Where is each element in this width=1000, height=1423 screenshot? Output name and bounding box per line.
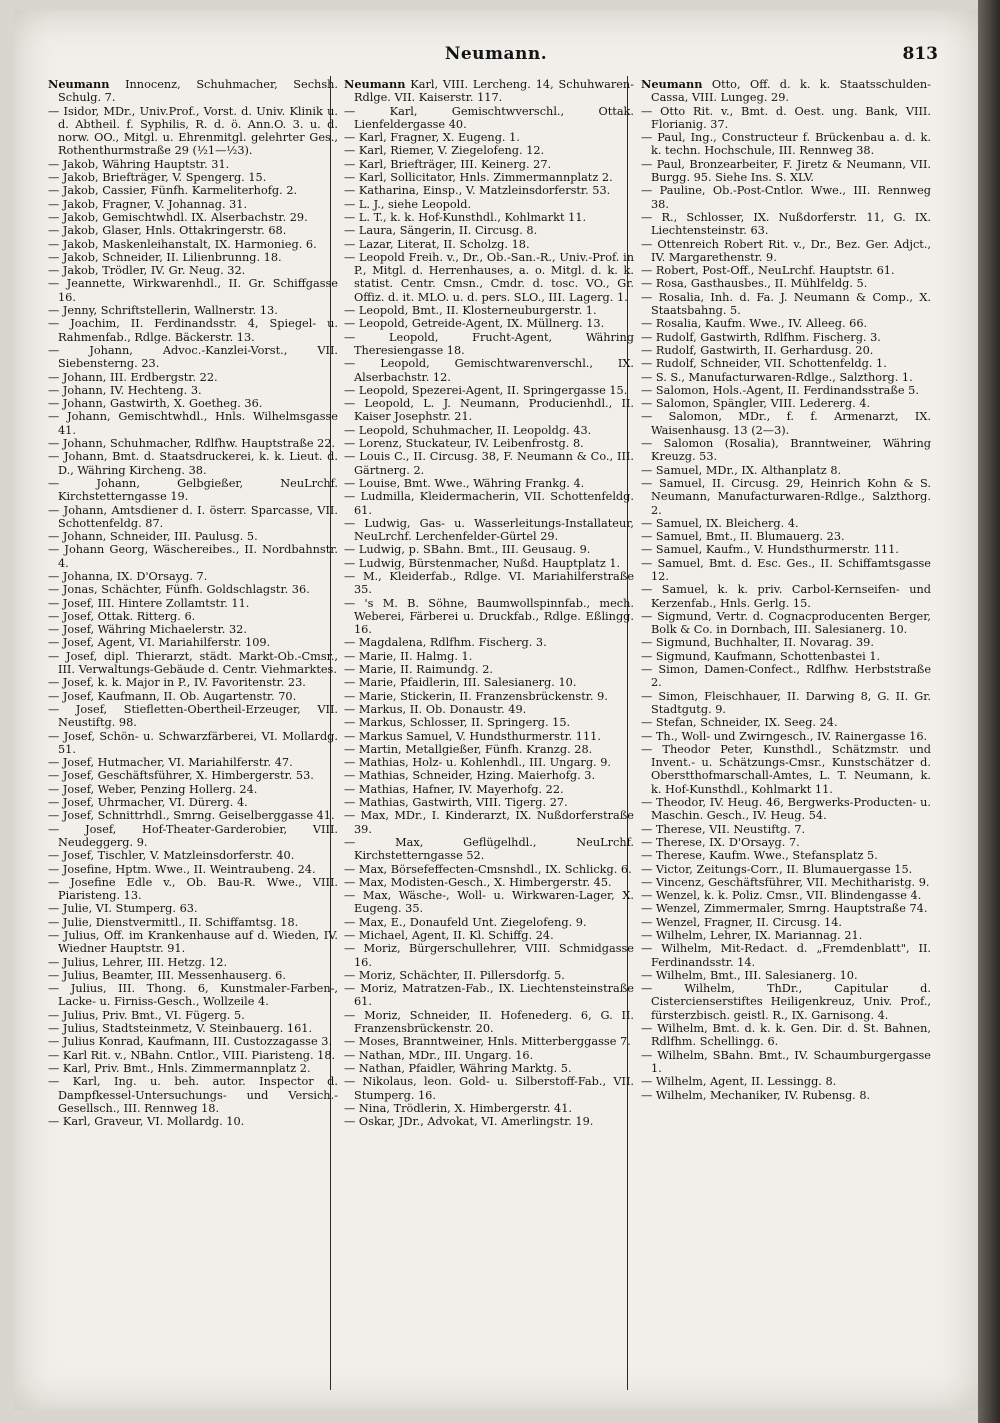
directory-entry: — Josefine Edle v., Ob. Bau-R. Wwe., VIII. Piaristeng. 13.	[48, 875, 338, 903]
directory-entry: — Max, Geflügelhdl., NeuLrchf. Kirchstetterngasse 52.	[344, 835, 634, 863]
directory-entry: — Leopold Freih. v., Dr., Ob.-San.-R., Univ.-Prof. in P., Mitgl. d. Herrenhauses, a. o. Mitgl. d. k. k. statist. Centr. Cmsn., Cmdr. d. tosc. VO., Gr. Offiz. d. it. MLO. u. d. pers. SLO., III. Lagerg. 1.	[344, 250, 634, 304]
directory-entry: — Marie, II. Halmg. 1.	[344, 649, 473, 663]
directory-entry: — Wilhelm, Mit-Redact. d. „Fremdenblatt", II. Ferdinandsstr. 14.	[641, 942, 931, 969]
directory-entry: — Leopold, Gemischtwarenverschl., IX. Alserbachstr. 12.	[344, 357, 634, 384]
directory-entry: — Simon, Damen-Confect., Rdlfhw. Herbststraße 2.	[641, 663, 931, 690]
directory-entry: — Louise, Bmt. Wwe., Währing Frankg. 4.	[344, 476, 585, 490]
directory-entry: — Josef, III. Hintere Zollamtstr. 11.	[48, 596, 250, 610]
directory-entry: — Sigmund, Kaufmann, Schottenbastei 1.	[641, 649, 881, 663]
directory-entry: — Rosa, Gasthausbes., II. Mühlfeldg. 5.	[641, 277, 868, 291]
directory-entry: — Josef, Uhrmacher, VI. Dürerg. 4.	[48, 796, 248, 810]
entry-text: Otto, Off. d. k. k. Staatsschulden-Cassa, VIII. Lungeg. 29.	[651, 78, 932, 105]
entry-list	[641, 105, 931, 1102]
directory-entry: — Rudolf, Gastwirth, Rdlfhm. Fischerg. 3.	[641, 330, 881, 344]
directory-entry: — Magdalena, Rdlfhm. Fischerg. 3.	[344, 636, 547, 650]
directory-entry: — L. J., siehe Leopold.	[344, 197, 472, 211]
directory-entry: — Samuel, Bmt. d. Esc. Ges., II. Schiffamtsgasse 12.	[641, 556, 931, 583]
column-3	[641, 78, 931, 1102]
directory-entry: — Wenzel, Fragner, II. Circusg. 14.	[641, 915, 843, 929]
directory-entry: — Mathias, Gastwirth, VIII. Tigerg. 27.	[344, 796, 568, 810]
directory-entry: — Julius, Lehrer, III. Hetzg. 12.	[48, 955, 228, 969]
directory-entry: — Karl, Riemer, V. Ziegelofeng. 12.	[344, 144, 545, 158]
directory-entry: — Jenny, Schriftstellerin, Wallnerstr. 13.	[48, 304, 278, 318]
directory-entry: — Rosalia, Kaufm. Wwe., IV. Alleeg. 66.	[641, 317, 868, 331]
directory-entry: — Julius, Stadtsteinmetz, V. Steinbauerg. 161.	[48, 1022, 313, 1036]
directory-entry: — Jakob, Fragner, V. Johannag. 31.	[48, 197, 248, 211]
directory-entry: — Josef, Währing Michaelerstr. 32.	[48, 623, 247, 637]
directory-entry: — Ludwig, Gas- u. Wasserleitungs-Installateur, NeuLrchf. Lerchenfelder-Gürtel 29.	[344, 516, 634, 544]
directory-entry: — Mathias, Schneider, Hzing. Maierhofg. 3.	[344, 769, 596, 783]
directory-entry: — Josef, Tischler, V. Matzleinsdorferstr. 40.	[48, 849, 295, 863]
directory-entry: — Josef, k. k. Major in P., IV. Favoritenstr. 23.	[48, 676, 306, 690]
column-2	[344, 78, 634, 1128]
binding-gutter	[978, 0, 1000, 1423]
directory-entry: — Nina, Trödlerin, X. Himbergerstr. 41.	[344, 1101, 572, 1115]
directory-entry: — Katharina, Einsp., V. Matzleinsdorferstr. 53.	[344, 184, 611, 198]
directory-entry: — Julius, III. Thong. 6, Kunstmaler-Farben-, Lacke- u. Firniss-Gesch., Wollzeile 4.	[48, 982, 338, 1009]
directory-entry: — Vincenz, Geschäftsführer, VII. Mechitharistg. 9.	[641, 875, 930, 889]
directory-entry: — Therese, IX. D'Orsayg. 7.	[641, 835, 800, 849]
directory-entry: — Ottenreich Robert Rit. v., Dr., Bez. Ger. Adjct., IV. Margarethenstr. 9.	[641, 237, 931, 264]
directory-entry: — Julie, Dienstvermittl., II. Schiffamtsg. 18.	[48, 915, 299, 929]
directory-entry: — Josefine, Hptm. Wwe., II. Weintraubeng. 24.	[48, 862, 316, 876]
directory-entry: — Johann, Schuhmacher, Rdlfhw. Hauptstraße 22.	[48, 437, 336, 451]
directory-entry: — Josef, Hutmacher, VI. Mariahilferstr. 47.	[48, 756, 293, 770]
directory-entry: — Rosalia, Inh. d. Fa. J. Neumann & Comp., X. Staatsbahng. 5.	[641, 290, 931, 318]
directory-entry: — Oskar, JDr., Advokat, VI. Amerlingstr. 19.	[344, 1115, 594, 1129]
directory-entry: — Julius Konrad, Kaufmann, III. Custozzagasse 3.	[48, 1035, 333, 1049]
directory-entry: — Karl, Ing. u. beh. autor. Inspector d. Dampfkessel-Untersuchungs- und Versich.-Gesellsch., III. Rennweg 18.	[48, 1075, 338, 1115]
directory-entry: — Samuel, MDr., IX. Althanplatz 8.	[641, 463, 842, 477]
directory-entry: — Moriz, Bürgerschullehrer, VIII. Schmidgasse 16.	[344, 942, 634, 969]
directory-page	[14, 10, 978, 1410]
directory-entry: — Karl, Fragner, X. Eugeng. 1.	[344, 131, 520, 145]
directory-entry: — Sigmund, Vertr. d. Cognacproducenten Berger, Bolk & Co. in Dornbach, III. Salesianerg. 10.	[641, 609, 931, 637]
directory-entry: — Johann, Bmt. d. Staatsdruckerei, k. k. Lieut. d. D., Währing Kircheng. 38.	[48, 450, 338, 477]
directory-entry: — Jakob, Briefträger, V. Spengerg. 15.	[48, 171, 267, 185]
directory-entry: — Jakob, Cassier, Fünfh. Karmeliterhofg. 2.	[48, 184, 298, 198]
directory-entry: — Marie, II. Raimundg. 2.	[344, 663, 493, 677]
directory-entry: — Mathias, Hafner, IV. Mayerhofg. 22.	[344, 782, 564, 796]
directory-entry: — Laura, Sängerin, II. Circusg. 8.	[344, 224, 538, 238]
directory-entry: — Johann, Amtsdiener d. I. österr. Sparcasse, VII. Schottenfeldg. 87.	[48, 503, 338, 530]
directory-entry: — R., Schlosser, IX. Nußdorferstr. 11, G. IX. Liechtensteinstr. 63.	[641, 210, 931, 238]
directory-entry: — Therese, VII. Neustiftg. 7.	[641, 822, 806, 836]
directory-entry: — Pauline, Ob.-Post-Cntlor. Wwe., III. Rennweg 38.	[641, 184, 931, 211]
directory-entry: — Josef, Schnittrhdl., Smrng. Geiselberggasse 41.	[48, 809, 335, 823]
directory-entry: — Marie, Stickerin, II. Franzensbrückenstr. 9.	[344, 689, 608, 703]
directory-entry: — Johann, Advoc.-Kanzlei-Vorst., VII. Siebensterng. 23.	[48, 343, 338, 371]
directory-entry: — Jakob, Maskenleihanstalt, IX. Harmonieg. 6.	[48, 237, 317, 251]
lead-entry	[641, 78, 931, 105]
directory-entry: — Max, Börsefeffecten-Cmsnshdl., IX. Schlickg. 6.	[344, 862, 632, 876]
directory-entry: — Josef, dipl. Thierarzt, städt. Markt-Ob.-Cmsr., III. Verwaltungs-Gebäude d. Centr. Viehmarktes.	[48, 649, 338, 677]
directory-entry: — Otto Rit. v., Bmt. d. Oest. ung. Bank, VIII. Florianig. 37.	[641, 104, 931, 131]
directory-entry: — Therese, Kaufm. Wwe., Stefansplatz 5.	[641, 849, 878, 863]
directory-entry: — Josef, Weber, Penzing Hollerg. 24.	[48, 782, 258, 796]
directory-entry: — Wilhelm, Mechaniker, IV. Rubensg. 8.	[641, 1088, 871, 1102]
directory-entry: — Josef, Geschäftsführer, X. Himbergerstr. 53.	[48, 769, 314, 783]
directory-entry: — Julius, Off. im Krankenhause auf d. Wieden, IV. Wiedner Hauptstr. 91.	[48, 929, 338, 956]
directory-entry: — Simon, Fleischhauer, II. Darwing 8, G. II. Gr. Stadtgutg. 9.	[641, 689, 931, 716]
directory-entry: — Louis C., II. Circusg. 38, F. Neumann & Co., III. Gärtnerg. 2.	[344, 450, 634, 477]
directory-entry: — Josef, Agent, VI. Mariahilferstr. 109.	[48, 636, 271, 650]
directory-entry: — Mathias, Holz- u. Kohlenhdl., III. Ungarg. 9.	[344, 756, 612, 770]
directory-entry: — Salomon, Hols.-Agent, II. Ferdinandsstraße 5.	[641, 383, 919, 397]
directory-entry: — Paul, Bronzearbeiter, F. Jiretz & Neumann, VII. Burgg. 95. Siehe Ins. S. XLV.	[641, 157, 931, 185]
directory-entry: — Leopold, Frucht-Agent, Währing Theresiengasse 18.	[344, 330, 634, 357]
directory-entry: — Markus Samuel, V. Hundsthurmerstr. 111.	[344, 729, 601, 743]
directory-entry: — Max, Wäsche-, Woll- u. Wirkwaren-Lager, X. Eugeng. 35.	[344, 889, 634, 916]
directory-entry: — Karl, Briefträger, III. Keinerg. 27.	[344, 157, 552, 171]
directory-entry: — Sigmund, Buchhalter, II. Novarag. 39.	[641, 636, 874, 650]
directory-entry: — Lazar, Literat, II. Scholzg. 18.	[344, 237, 530, 251]
directory-entry: — Jeannette, Wirkwarenhdl., II. Gr. Schiffgasse 16.	[48, 277, 338, 304]
directory-entry: — Jakob, Gemischtwhdl. IX. Alserbachstr. 29.	[48, 210, 308, 224]
directory-entry: — Karl, Sollicitator, Hnls. Zimmermannplatz 2.	[344, 171, 613, 185]
directory-entry: — Johann, Schneider, III. Paulusg. 5.	[48, 530, 258, 544]
column-1	[48, 78, 338, 1128]
directory-entry: — Wilhelm, Agent, II. Lessingg. 8.	[641, 1075, 837, 1089]
directory-entry: — Robert, Post-Off., NeuLrchf. Hauptstr. 61.	[641, 264, 895, 278]
directory-entry: — Theodor, IV. Heug. 46, Bergwerks-Producten- u. Maschin. Gesch., IV. Heug. 54.	[641, 796, 931, 823]
directory-entry: — Salomon, MDr., f. f. Armenarzt, IX. Waisenhausg. 13 (2—3).	[641, 410, 931, 437]
directory-entry: — Johann, IV. Hechteng. 3.	[48, 383, 202, 397]
directory-entry: — Wilhelm, Bmt. d. k. k. Gen. Dir. d. St. Bahnen, Rdlfhm. Schellingg. 6.	[641, 1022, 931, 1049]
directory-entry: — Samuel, IX. Bleicherg. 4.	[641, 516, 799, 530]
directory-entry: — Moriz, Schächter, II. Pillersdorfg. 5.	[344, 968, 565, 982]
lead-entry	[344, 78, 634, 105]
directory-entry: — Martin, Metallgießer, Fünfh. Kranzg. 28.	[344, 742, 593, 756]
directory-entry: — Josef, Stiefletten-Obertheil-Erzeuger, VII. Neustiftg. 98.	[48, 702, 338, 730]
directory-entry: — Leopold, Getreide-Agent, IX. Müllnerg. 13.	[344, 317, 605, 331]
directory-entry: — Jakob, Glaser, Hnls. Ottakringerstr. 68.	[48, 224, 287, 238]
directory-entry: — Johann, Gelbgießer, NeuLrchf. Kirchstetterngasse 19.	[48, 476, 338, 504]
directory-entry: — Johann, Gemischtwhdl., Hnls. Wilhelmsgasse 41.	[48, 410, 338, 437]
directory-entry: — Max, Modisten-Gesch., X. Himbergerstr. 45.	[344, 875, 612, 889]
directory-entry: — Josef, Schön- u. Schwarzfärberei, VI. Mollardg. 51.	[48, 729, 338, 756]
directory-entry: — Samuel, k. k. priv. Carbol-Kernseifen- und Kerzenfab., Hnls. Gerlg. 15.	[641, 583, 931, 610]
directory-entry: — Wilhelm, Lehrer, IX. Mariannag. 21.	[641, 929, 863, 942]
directory-entry: — Jakob, Schneider, II. Lilienbrunng. 18.	[48, 250, 282, 264]
directory-entry: — S. S., Manufacturwaren-Rdlge., Salzthorg. 1.	[641, 370, 913, 384]
directory-entry: — Johann Georg, Wäschereibes., II. Nordbahnstr. 4.	[48, 543, 338, 570]
directory-entry: — Lorenz, Stuckateur, IV. Leibenfrostg. 8.	[344, 437, 584, 451]
directory-entry: — Theodor Peter, Kunsthdl., Schätzmstr. und Invent.- u. Schätzungs-Cmsr., Kunstschätzer d. Oberstthofmarschall-Amtes, L. T. Neumann, k. k. Hof-Kunsthdl., Kohlmarkt 11.	[641, 742, 931, 796]
directory-entry: — Johann, Gastwirth, X. Goetheg. 36.	[48, 397, 263, 411]
directory-entry: — Rudolf, Schneider, VII. Schottenfeldg. 1.	[641, 357, 887, 371]
directory-entry: — Wilhelm, SBahn. Bmt., IV. Schaumburgergasse 1.	[641, 1048, 931, 1075]
surname-heading: Neumann	[344, 77, 406, 91]
directory-entry: — Jakob, Trödler, IV. Gr. Neug. 32.	[48, 264, 246, 278]
directory-entry: — Markus, Schlosser, II. Springerg. 15.	[344, 716, 571, 730]
directory-entry: — Wilhelm, ThDr., Capitular d. Cistercienserstiftes Heiligenkreuz, Univ. Prof., fürsterzbisch. geistl. R., IX. Garnisong. 4.	[641, 982, 931, 1022]
directory-entry: — Rudolf, Gastwirth, II. Gerhardusg. 20.	[641, 343, 874, 357]
directory-entry: — Max, MDr., I. Kinderarzt, IX. Nußdorferstraße 39.	[344, 809, 634, 836]
directory-entry: — Wenzel, Zimmermaler, Smrng. Hauptstraße 74.	[641, 902, 928, 916]
directory-entry: — Victor, Zeitungs-Corr., II. Blumauergasse 15.	[641, 862, 913, 876]
directory-entry: — M., Kleiderfab., Rdlge. VI. Mariahilferstraße 35.	[344, 569, 634, 597]
directory-entry: — Th., Woll- und Zwirngesch., IV. Rainergasse 16.	[641, 729, 928, 743]
directory-entry: — Markus, II. Ob. Donaustr. 49.	[344, 702, 527, 716]
directory-entry: — Jakob, Währing Hauptstr. 31.	[48, 157, 230, 171]
entry-text: Innocenz, Schuhmacher, Sechsh. Schulg. 7.	[58, 78, 339, 105]
directory-entry: — Max, E., Donaufeld Unt. Ziegelofeng. 9.	[344, 915, 587, 929]
directory-entry: — Moriz, Schneider, II. Hofenederg. 6, G. II. Franzensbrückenstr. 20.	[344, 1008, 634, 1036]
directory-entry: — Ludwig, Bürstenmacher, Nußd. Hauptplatz 1.	[344, 556, 621, 570]
directory-entry: — Michael, Agent, II. Kl. Schiffg. 24.	[344, 929, 554, 942]
directory-entry: — Joachim, II. Ferdinandsstr. 4, Spiegel- u. Rahmenfab., Rdlge. Bäckerstr. 13.	[48, 317, 338, 344]
directory-entry: — Samuel, Kaufm., V. Hundsthurmerstr. 111.	[641, 543, 899, 557]
entry-text: Karl, VIII. Lercheng. 14, Schuhwaren-Rdlge. VII. Kaiserstr. 117.	[354, 78, 635, 105]
directory-entry: — Salomon (Rosalia), Branntweiner, Währing Kreuzg. 53.	[641, 437, 931, 464]
directory-entry: — Karl, Priv. Bmt., Hnls. Zimmermannplatz 2.	[48, 1061, 311, 1075]
directory-entry: — Josef, Hof-Theater-Garderobier, VIII. Neudeggerg. 9.	[48, 822, 338, 849]
directory-entry: — Paul, Ing., Constructeur f. Brückenbau a. d. k. k. techn. Hochschule, III. Rennweg 38.	[641, 131, 931, 158]
page-header	[14, 44, 978, 66]
lead-entry	[48, 78, 338, 105]
directory-entry: — Nathan, Pfaidler, Währing Marktg. 5.	[344, 1061, 572, 1075]
directory-entry: — Samuel, Bmt., II. Blumauerg. 23.	[641, 530, 845, 544]
surname-heading: Neumann	[641, 77, 703, 91]
directory-entry: — Karl, Gemischtwverschl., Ottak. Lienfeldergasse 40.	[344, 104, 634, 131]
directory-entry: — Wenzel, k. k. Poliz. Cmsr., VII. Blindengasse 4.	[641, 889, 922, 903]
directory-entry: — Julie, VI. Stumperg. 63.	[48, 902, 198, 916]
directory-entry: — Julius, Priv. Bmt., VI. Fügerg. 5.	[48, 1008, 245, 1022]
directory-entry: — Julius, Beamter, III. Messenhauserg. 6.	[48, 968, 286, 982]
directory-entry: — Karl, Graveur, VI. Mollardg. 10.	[48, 1115, 245, 1129]
directory-entry: — Marie, Pfaidlerin, III. Salesianerg. 10.	[344, 676, 577, 690]
directory-entry: — Isidor, MDr., Univ.Prof., Vorst. d. Univ. Klinik u. d. Abtheil. f. Syphilis, R. d. ö. Ann.O. 3. u. d. norw. OO., Mitgl. u. Ehrenmitgl. gelehrter Ges., Rothenthurmstraße 29 (½1—½3).	[48, 104, 338, 158]
directory-entry: — Josef, Kaufmann, II. Ob. Augartenstr. 70.	[48, 689, 297, 703]
directory-entry: — Moses, Branntweiner, Hnls. Mitterberggasse 7.	[344, 1035, 631, 1049]
page-number: 813	[902, 44, 938, 64]
directory-entry: — Salomon, Spängler, VIII. Ledererg. 4.	[641, 397, 871, 411]
directory-entry: — Leopold, Bmt., II. Klosterneuburgerstr. 1.	[344, 304, 597, 318]
directory-entry: — Jonas, Schächter, Fünfh. Goldschlagstr. 36.	[48, 583, 310, 597]
directory-entry: — Josef, Ottak. Ritterg. 6.	[48, 609, 196, 623]
page-title: Neumann.	[444, 44, 548, 64]
directory-entry: — Ludwig, p. SBahn. Bmt., III. Geusaug. 9.	[344, 543, 591, 557]
directory-entry: — 's M. B. Söhne, Baumwollspinnfab., mech. Weberei, Färberei u. Druckfab., Rdlge. Eßlingg. 16.	[344, 596, 634, 637]
directory-entry: — Nikolaus, leon. Gold- u. Silberstoff-Fab., VII. Stumperg. 16.	[344, 1075, 634, 1102]
directory-entry: — Wilhelm, Bmt., III. Salesianerg. 10.	[641, 968, 858, 982]
directory-entry: — Moriz, Matratzen-Fab., IX. Liechtensteinstraße 61.	[344, 982, 634, 1009]
directory-entry: — Johann, III. Erdbergstr. 22.	[48, 370, 218, 384]
directory-entry: — Nathan, MDr., III. Ungarg. 16.	[344, 1048, 534, 1062]
directory-entry: — Johanna, IX. D'Orsayg. 7.	[48, 569, 208, 583]
directory-entry: — Leopold, Schuhmacher, II. Leopoldg. 43.	[344, 423, 592, 437]
directory-entry: — Samuel, II. Circusg. 29, Heinrich Kohn & S. Neumann, Manufacturwaren-Rdlge., Salzthorg. 2.	[641, 476, 931, 517]
directory-entry: — Leopold, Spezerei-Agent, II. Springergasse 15.	[344, 383, 628, 397]
directory-entry: — Ludmilla, Kleidermacherin, VII. Schottenfeldg. 61.	[344, 490, 634, 517]
entry-list	[48, 105, 338, 1129]
entry-list	[344, 105, 634, 1129]
surname-heading: Neumann	[48, 77, 110, 91]
directory-entry: — Karl Rit. v., NBahn. Cntlor., VIII. Piaristeng. 18.	[48, 1048, 336, 1062]
directory-entry: — L. T., k. k. Hof-Kunsthdl., Kohlmarkt 11.	[344, 210, 587, 224]
directory-entry: — Leopold, L. J. Neumann, Producienhdl., II. Kaiser Josephstr. 21.	[344, 397, 634, 424]
directory-entry: — Stefan, Schneider, IX. Seeg. 24.	[641, 716, 838, 730]
